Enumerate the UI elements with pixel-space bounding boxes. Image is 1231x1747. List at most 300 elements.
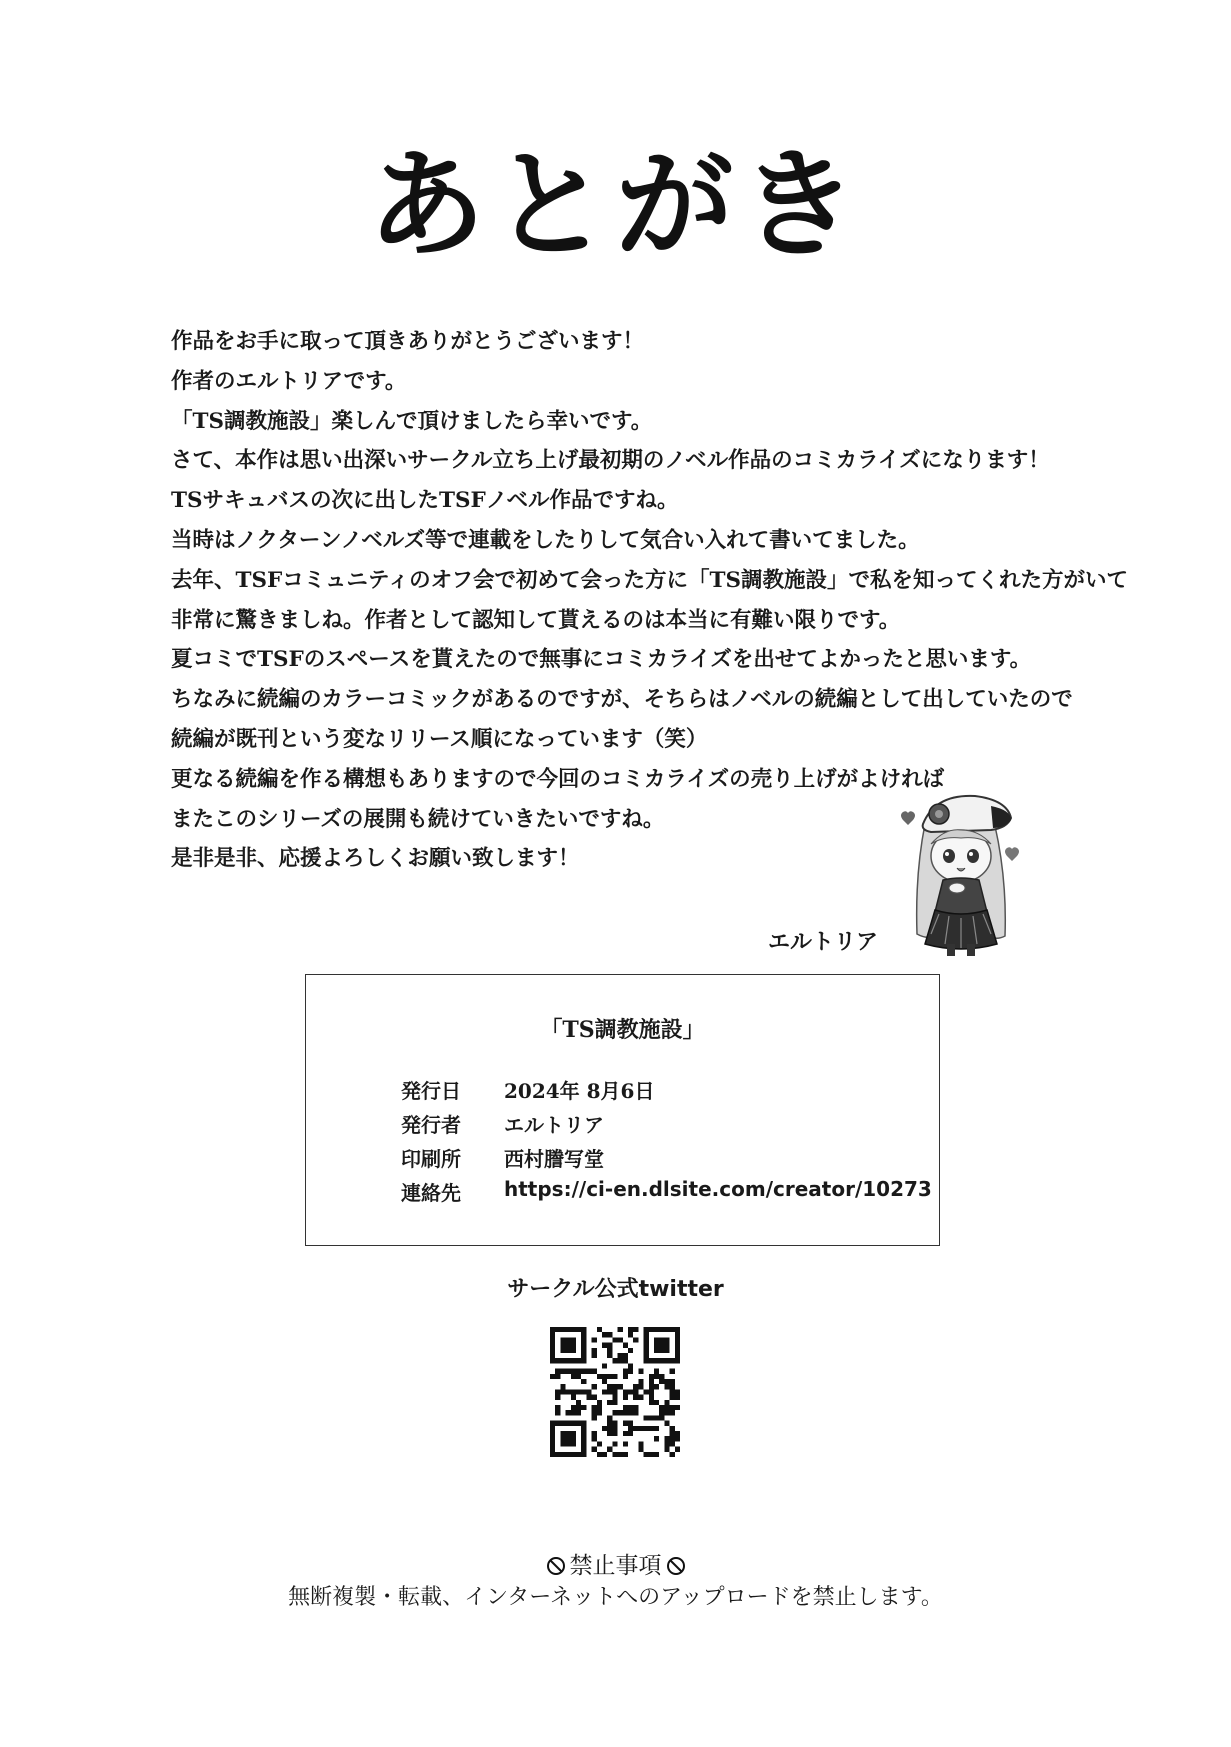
twitter-label: サークル公式twitter xyxy=(507,1277,724,1302)
qr-module xyxy=(592,1436,597,1441)
qr-module xyxy=(571,1395,576,1400)
qr-module xyxy=(597,1441,602,1446)
qr-module xyxy=(581,1421,586,1426)
qr-module xyxy=(612,1395,617,1400)
qr-module xyxy=(576,1400,581,1405)
qr-module xyxy=(675,1337,680,1342)
body-line: さて、本作は思い出深いサークル立ち上げ最初期のノベル作品のコミカライズになります！ xyxy=(171,448,1050,474)
qr-module xyxy=(670,1441,675,1446)
qr-module xyxy=(550,1327,555,1332)
qr-module xyxy=(571,1421,576,1426)
qr-module xyxy=(555,1369,560,1374)
prohibition-heading-text: 禁止事項 xyxy=(569,1553,662,1579)
qr-module xyxy=(644,1327,649,1332)
qr-module xyxy=(607,1353,612,1358)
qr-module xyxy=(597,1400,602,1405)
qr-module xyxy=(623,1405,628,1410)
qr-module xyxy=(571,1343,576,1348)
qr-module xyxy=(571,1405,576,1410)
qr-module xyxy=(555,1452,560,1457)
qr-module xyxy=(618,1353,623,1358)
qr-module xyxy=(576,1374,581,1379)
qr-module xyxy=(607,1343,612,1348)
body-line: 「TS調教施設」楽しんで頂けましたら幸いです。 xyxy=(171,408,653,434)
body-line: 非常に驚きましね。作者として認知して貰えるのは本当に有難い限りです。 xyxy=(171,607,901,633)
qr-module xyxy=(654,1343,659,1348)
qr-module xyxy=(649,1400,654,1405)
qr-module xyxy=(612,1452,617,1457)
qr-module xyxy=(664,1343,669,1348)
qr-module xyxy=(644,1415,649,1420)
qr-module xyxy=(638,1379,643,1384)
qr-module xyxy=(612,1337,617,1342)
qr-module xyxy=(664,1337,669,1342)
qr-module xyxy=(675,1327,680,1332)
qr-module xyxy=(560,1436,565,1441)
qr-module xyxy=(566,1389,571,1394)
qr-module xyxy=(576,1369,581,1374)
qr-module xyxy=(612,1431,617,1436)
qr-module xyxy=(654,1415,659,1420)
qr-module xyxy=(654,1374,659,1379)
qr-module xyxy=(566,1348,571,1353)
qr-module xyxy=(602,1332,607,1337)
qr-module xyxy=(644,1426,649,1431)
qr-module xyxy=(581,1405,586,1410)
qr-module xyxy=(566,1327,571,1332)
qr-module xyxy=(592,1447,597,1452)
qr-module xyxy=(670,1358,675,1363)
qr-module xyxy=(628,1431,633,1436)
qr-module xyxy=(664,1379,669,1384)
qr-module xyxy=(566,1452,571,1457)
qr-module xyxy=(644,1353,649,1358)
qr-module xyxy=(602,1379,607,1384)
prohibited-icon xyxy=(546,1556,566,1576)
qr-module xyxy=(607,1447,612,1452)
qr-module xyxy=(581,1447,586,1452)
qr-module xyxy=(638,1384,643,1389)
qr-module xyxy=(649,1389,654,1394)
qr-module xyxy=(550,1343,555,1348)
qr-module xyxy=(654,1369,659,1374)
qr-module xyxy=(670,1379,675,1384)
qr-module xyxy=(612,1410,617,1415)
qr-module xyxy=(560,1348,565,1353)
qr-module xyxy=(670,1384,675,1389)
qr-module xyxy=(675,1431,680,1436)
qr-module xyxy=(560,1421,565,1426)
qr-module xyxy=(576,1405,581,1410)
qr-module xyxy=(623,1431,628,1436)
qr-module xyxy=(592,1415,597,1420)
qr-module xyxy=(612,1384,617,1389)
qr-module xyxy=(623,1395,628,1400)
qr-module xyxy=(555,1410,560,1415)
qr-module xyxy=(623,1353,628,1358)
qr-module xyxy=(566,1369,571,1374)
qr-module xyxy=(654,1358,659,1363)
qr-module xyxy=(675,1353,680,1358)
qr-module xyxy=(607,1389,612,1394)
qr-module xyxy=(612,1358,617,1363)
qr-module xyxy=(581,1431,586,1436)
qr-module xyxy=(670,1395,675,1400)
qr-module xyxy=(638,1426,643,1431)
qr-module xyxy=(644,1452,649,1457)
qr-module xyxy=(592,1384,597,1389)
qr-module xyxy=(581,1353,586,1358)
qr-module xyxy=(607,1332,612,1337)
qr-module xyxy=(602,1363,607,1368)
qr-module xyxy=(654,1337,659,1342)
qr-module xyxy=(576,1389,581,1394)
qr-module xyxy=(607,1400,612,1405)
qr-module xyxy=(623,1369,628,1374)
colophon-box xyxy=(305,974,940,1246)
qr-module xyxy=(623,1452,628,1457)
qr-module xyxy=(560,1327,565,1332)
qr-module xyxy=(612,1389,617,1394)
qr-module xyxy=(623,1421,628,1426)
qr-module xyxy=(618,1358,623,1363)
qr-module xyxy=(550,1441,555,1446)
qr-module xyxy=(560,1337,565,1342)
qr-module xyxy=(571,1431,576,1436)
info-label: 印刷所 xyxy=(401,1147,461,1171)
qr-module xyxy=(675,1447,680,1452)
body-line: 夏コミでTSFのスペースを貰えたので無事にコミカライズを出せてよかったと思います。 xyxy=(171,647,1032,673)
qr-module xyxy=(628,1410,633,1415)
qr-module xyxy=(576,1410,581,1415)
qr-module xyxy=(597,1410,602,1415)
qr-module xyxy=(618,1327,623,1332)
qr-module xyxy=(659,1343,664,1348)
body-line: 作者のエルトリアです。 xyxy=(171,368,407,394)
qr-module xyxy=(550,1348,555,1353)
qr-module xyxy=(602,1452,607,1457)
qr-module xyxy=(675,1343,680,1348)
info-value: 2024年 8月6日 xyxy=(504,1079,655,1103)
qr-module xyxy=(675,1405,680,1410)
qr-module xyxy=(581,1369,586,1374)
qr-module xyxy=(644,1343,649,1348)
qr-module xyxy=(670,1327,675,1332)
qr-module xyxy=(550,1421,555,1426)
qr-module xyxy=(649,1426,654,1431)
qr-module xyxy=(581,1441,586,1446)
qr-module xyxy=(654,1436,659,1441)
qr-module xyxy=(560,1431,565,1436)
qr-module xyxy=(571,1374,576,1379)
qr-module xyxy=(555,1374,560,1379)
qr-module xyxy=(638,1395,643,1400)
qr-module xyxy=(571,1348,576,1353)
qr-module xyxy=(659,1327,664,1332)
qr-module xyxy=(566,1337,571,1342)
qr-module xyxy=(659,1405,664,1410)
qr-module xyxy=(628,1369,633,1374)
qr-module xyxy=(670,1452,675,1457)
qr-module xyxy=(612,1374,617,1379)
qr-module xyxy=(592,1353,597,1358)
qr-module xyxy=(581,1348,586,1353)
body-line: ちなみに続編のカラーコミックがあるのですが、そちらはノベルの続編として出していたので xyxy=(171,687,1073,713)
qr-module xyxy=(576,1358,581,1363)
qr-module xyxy=(664,1358,669,1363)
qr-module xyxy=(628,1327,633,1332)
qr-module xyxy=(623,1343,628,1348)
contact-link[interactable]: https://ci-en.dlsite.com/creator/10273 xyxy=(504,1177,932,1201)
qr-module xyxy=(623,1358,628,1363)
qr-module xyxy=(555,1421,560,1426)
prohibited-icon xyxy=(666,1556,686,1576)
qr-module xyxy=(670,1431,675,1436)
qr-module xyxy=(592,1369,597,1374)
qr-module xyxy=(571,1441,576,1446)
qr-module xyxy=(566,1436,571,1441)
qr-module xyxy=(571,1452,576,1457)
qr-module xyxy=(571,1389,576,1394)
qr-module xyxy=(633,1395,638,1400)
qr-module xyxy=(675,1332,680,1337)
qr-module xyxy=(607,1426,612,1431)
info-label: 発行者 xyxy=(401,1113,461,1137)
qr-module xyxy=(670,1405,675,1410)
qr-module xyxy=(560,1384,565,1389)
qr-module xyxy=(555,1405,560,1410)
prohibition-text: 無断複製・転載、インターネットへのアップロードを禁止します。 xyxy=(288,1585,943,1610)
qr-module xyxy=(576,1327,581,1332)
info-value: エルトリア xyxy=(504,1113,604,1137)
qr-module xyxy=(571,1337,576,1342)
qr-module xyxy=(633,1405,638,1410)
qr-module xyxy=(581,1379,586,1384)
qr-module xyxy=(566,1441,571,1446)
qr-module xyxy=(592,1405,597,1410)
qr-module xyxy=(592,1348,597,1353)
qr-module xyxy=(628,1426,633,1431)
qr-module xyxy=(649,1384,654,1389)
qr-module xyxy=(649,1358,654,1363)
qr-module xyxy=(607,1431,612,1436)
qr-module xyxy=(586,1395,591,1400)
qr-module xyxy=(628,1421,633,1426)
info-label: 連絡先 xyxy=(401,1181,461,1205)
qr-module xyxy=(566,1410,571,1415)
qr-module xyxy=(633,1389,638,1394)
page-title: あとがき xyxy=(367,135,864,274)
qr-module xyxy=(586,1369,591,1374)
qr-module xyxy=(550,1452,555,1457)
qr-module xyxy=(664,1348,669,1353)
qr-module xyxy=(607,1348,612,1353)
qr-module xyxy=(675,1395,680,1400)
qr-module xyxy=(654,1452,659,1457)
qr-module xyxy=(659,1379,664,1384)
prohibition-heading xyxy=(0,1547,1231,1580)
qr-module xyxy=(664,1327,669,1332)
qr-module xyxy=(550,1436,555,1441)
qr-module xyxy=(618,1410,623,1415)
body-line: 更なる続編を作る構想もありますので今回のコミカライズの売り上げがよければ xyxy=(171,766,945,792)
qr-module xyxy=(628,1363,633,1368)
qr-module xyxy=(581,1436,586,1441)
qr-module xyxy=(638,1447,643,1452)
qr-module xyxy=(566,1431,571,1436)
qr-module xyxy=(612,1400,617,1405)
qr-module xyxy=(659,1358,664,1363)
qr-module xyxy=(560,1369,565,1374)
qr-module xyxy=(550,1447,555,1452)
qr-module xyxy=(654,1327,659,1332)
qr-module xyxy=(597,1374,602,1379)
qr-module xyxy=(649,1374,654,1379)
qr-module xyxy=(602,1389,607,1394)
qr-module xyxy=(670,1426,675,1431)
qr-module xyxy=(555,1395,560,1400)
colophon-title: 「TS調教施設」 xyxy=(540,1017,705,1043)
qr-module xyxy=(550,1337,555,1342)
qr-module xyxy=(607,1384,612,1389)
qr-module xyxy=(664,1436,669,1441)
qr-module xyxy=(623,1410,628,1415)
qr-module xyxy=(670,1436,675,1441)
body-line: 是非是非、応援よろしくお願い致します！ xyxy=(171,846,580,872)
qr-module xyxy=(555,1358,560,1363)
qr-module xyxy=(618,1337,623,1342)
qr-module xyxy=(581,1337,586,1342)
qr-module xyxy=(633,1410,638,1415)
body-line: TSサキュバスの次に出したTSFノベル作品ですね。 xyxy=(171,488,679,514)
qr-module xyxy=(633,1384,638,1389)
qr-module xyxy=(566,1358,571,1363)
qr-module xyxy=(644,1358,649,1363)
qr-module xyxy=(560,1358,565,1363)
qr-module xyxy=(654,1348,659,1353)
qr-module xyxy=(607,1374,612,1379)
qr-module xyxy=(581,1343,586,1348)
qr-module xyxy=(581,1426,586,1431)
qr-module xyxy=(571,1358,576,1363)
qr-module xyxy=(581,1389,586,1394)
qr-module xyxy=(659,1410,664,1415)
qr-module xyxy=(675,1436,680,1441)
qr-module xyxy=(560,1452,565,1457)
qr-module xyxy=(644,1389,649,1394)
qr-module xyxy=(628,1332,633,1337)
qr-module xyxy=(581,1358,586,1363)
qr-module xyxy=(592,1395,597,1400)
qr-module xyxy=(670,1389,675,1394)
qr-module xyxy=(592,1431,597,1436)
qr-module xyxy=(597,1452,602,1457)
qr-module xyxy=(602,1343,607,1348)
qr-module xyxy=(597,1327,602,1332)
qr-module xyxy=(560,1441,565,1446)
qr-module xyxy=(571,1369,576,1374)
qr-module xyxy=(581,1327,586,1332)
qr-module xyxy=(623,1374,628,1379)
qr-module xyxy=(644,1332,649,1337)
qr-module xyxy=(550,1353,555,1358)
qr-module xyxy=(560,1343,565,1348)
qr-module xyxy=(571,1436,576,1441)
qr-module xyxy=(633,1426,638,1431)
qr-module xyxy=(550,1426,555,1431)
qr-module xyxy=(581,1332,586,1337)
qr-module xyxy=(649,1395,654,1400)
qr-module xyxy=(670,1369,675,1374)
qr-module xyxy=(654,1426,659,1431)
body-line: 作品をお手に取って頂きありがとうございます！ xyxy=(171,329,645,354)
qr-module xyxy=(618,1384,623,1389)
qr-module xyxy=(555,1389,560,1394)
qr-module xyxy=(566,1343,571,1348)
qr-module xyxy=(607,1421,612,1426)
qr-module xyxy=(654,1384,659,1389)
qr-module xyxy=(576,1421,581,1426)
qr-module xyxy=(649,1379,654,1384)
qr-module xyxy=(664,1400,669,1405)
qr-module xyxy=(664,1384,669,1389)
qr-module xyxy=(633,1337,638,1342)
qr-module xyxy=(571,1410,576,1415)
qr-module xyxy=(664,1447,669,1452)
body-line: またこのシリーズの展開も続けていきたいですね。 xyxy=(171,806,665,832)
qr-module xyxy=(633,1327,638,1332)
qr-module xyxy=(659,1415,664,1420)
qr-module xyxy=(638,1441,643,1446)
qr-module xyxy=(550,1358,555,1363)
qr-module xyxy=(550,1374,555,1379)
qr-module xyxy=(618,1452,623,1457)
qr-module xyxy=(644,1337,649,1342)
qr-module xyxy=(649,1327,654,1332)
qr-module xyxy=(555,1327,560,1332)
qr-module xyxy=(659,1374,664,1379)
qr-module xyxy=(649,1415,654,1420)
qr-module xyxy=(623,1441,628,1446)
qr-module xyxy=(654,1400,659,1405)
qr-module xyxy=(664,1441,669,1446)
qr-code[interactable] xyxy=(550,1327,680,1457)
info-value: 西村謄写堂 xyxy=(504,1147,604,1171)
qr-module xyxy=(597,1405,602,1410)
body-line: 続編が既刊という変なリリース順になっています（笑） xyxy=(171,726,708,752)
qr-module xyxy=(628,1405,633,1410)
author-signature: エルトリア xyxy=(768,929,879,955)
qr-module xyxy=(607,1415,612,1420)
qr-module xyxy=(675,1389,680,1394)
chibi-character-illustration xyxy=(895,784,1025,960)
qr-module xyxy=(566,1421,571,1426)
qr-module xyxy=(612,1426,617,1431)
qr-module xyxy=(550,1431,555,1436)
qr-module xyxy=(638,1369,643,1374)
qr-module xyxy=(602,1426,607,1431)
qr-module xyxy=(592,1410,597,1415)
info-label: 発行日 xyxy=(401,1079,461,1103)
qr-module xyxy=(576,1452,581,1457)
qr-module xyxy=(623,1389,628,1394)
qr-module xyxy=(675,1348,680,1353)
qr-module xyxy=(659,1337,664,1342)
qr-module xyxy=(592,1337,597,1342)
qr-module xyxy=(644,1348,649,1353)
qr-module xyxy=(571,1327,576,1332)
qr-module xyxy=(664,1405,669,1410)
